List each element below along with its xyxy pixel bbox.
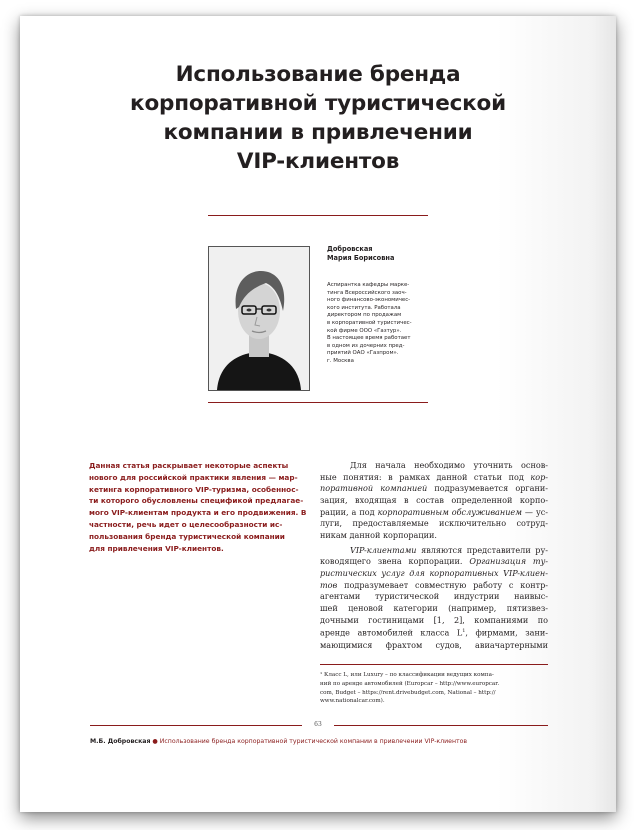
body-span: шей ценовой категории (например, пятизвез-: [320, 602, 548, 613]
body-span: подразумевает совместную работу с контр-: [337, 579, 548, 590]
body-line: [320, 518, 548, 530]
italic-term: Организация ту-: [469, 556, 548, 567]
footnote-line: ¹ Класс L, или Luxury – по классификации ведущих компа-: [320, 672, 494, 678]
italic-term: корпоративным обслуживанием: [377, 506, 522, 517]
body-line: [320, 580, 548, 592]
abstract-line: ти которого обусловлены спецификой предлагае-: [89, 496, 304, 506]
running-footer-author: М.Б. Добровская: [90, 738, 151, 745]
bio-line: кой фирме ООО «Газтур».: [327, 327, 402, 334]
author-name: [327, 245, 394, 263]
footnote-line: com, Budget – https://rent.drivebudget.com, National – http://: [320, 689, 496, 696]
bio-line: г. Москва: [327, 357, 354, 364]
journal-page: [20, 16, 616, 812]
bio-line: тинга Всероссийского заоч-: [327, 289, 407, 296]
body-span: являются представители ру-: [416, 544, 548, 555]
body-line: [320, 626, 548, 639]
bio-line: директором по продажам: [327, 312, 402, 319]
footnote-line: www.nationalcar.com).: [320, 698, 385, 705]
body-span: никам данной корпорации.: [320, 529, 437, 540]
body-line: [320, 640, 548, 652]
abstract-line: пользования бренда туристической компании: [89, 531, 285, 541]
footnote: [320, 671, 548, 706]
title-line: Использование бренда: [175, 62, 461, 87]
body-span: дочными гостиницами [1, 2], компаниями по: [320, 614, 548, 625]
body-line: [320, 495, 548, 507]
author-bio: [327, 282, 453, 366]
abstract-line: нового для российской практики явления — мар-: [89, 472, 298, 482]
body-span: ководящего звена корпорации.: [320, 556, 470, 567]
bio-line: в одном из дочерних пред-: [327, 342, 405, 349]
italic-term: тов: [320, 579, 338, 590]
italic-term: ристических услуг для корпоративных VIP-клиен-: [320, 567, 548, 578]
body-span: Для начала необходимо уточнить основ-: [350, 460, 548, 470]
body-line: [320, 615, 548, 627]
title-line: компании в привлечении: [163, 120, 473, 145]
footnote-divider: [320, 664, 548, 665]
abstract: [89, 460, 311, 554]
body-span: — ус-: [521, 506, 548, 517]
body-span: рации, а под: [320, 506, 378, 517]
bio-line: В настоящее время работает: [327, 335, 411, 342]
body-span: луги, предоставляемые исключительно сотруд-: [320, 518, 548, 529]
body-line: [320, 507, 548, 519]
title-line: корпоративной туристической: [130, 91, 506, 116]
body-text: [320, 460, 548, 651]
bio-line: в корпоративной туристичес-: [327, 319, 412, 326]
body-line: [320, 591, 548, 603]
page-number: 63: [314, 721, 322, 728]
abstract-line: кетинга корпоративного VIP-туризма, особеннос-: [89, 484, 299, 494]
body-span: аренде автомобилей класса L: [320, 627, 463, 638]
author-surname: Добровская: [327, 245, 373, 253]
article-title: [90, 60, 546, 176]
running-footer-title: Использование бренда корпоративной туристической компании в привлечении VIP-клиентов: [159, 738, 468, 745]
running-footer-bullet: ●: [152, 738, 158, 745]
bio-line: ного финансово-экономичес-: [327, 297, 411, 304]
footer-rule-left: [90, 725, 302, 726]
abstract-line: для привлечения VIP-клиентов.: [89, 543, 224, 553]
author-given-names: Мария Борисовна: [327, 254, 395, 262]
running-footer: [90, 738, 467, 745]
footnote-ref: 1: [462, 628, 466, 635]
body-line: [320, 460, 548, 472]
footnote-line: ний по аренде автомобилей (Europcar – http://www.europcar.: [320, 680, 500, 687]
abstract-line: частности, речь идет о целесообразности ис-: [89, 519, 283, 529]
author-divider: [208, 402, 428, 403]
body-span: , фирмами, зани-: [465, 627, 548, 638]
abstract-line: Данная статья раскрывает некоторые аспекты: [89, 461, 289, 470]
bio-line: Аспирантка кафедры марке-: [327, 282, 410, 288]
body-span: зация, входящая в состав определенной корпо-: [320, 494, 548, 505]
body-line: [320, 483, 548, 495]
body-span: подразумевается органи-: [427, 483, 548, 494]
title-line: VIP-клиентов: [236, 149, 400, 174]
body-line: [320, 603, 548, 615]
body-span: мающимися фрахтом судов, авиачартерными: [320, 639, 548, 650]
body-line: [320, 568, 548, 580]
italic-term: кор-: [530, 471, 548, 482]
body-line: [320, 556, 548, 568]
body-line: [320, 472, 548, 484]
bio-line: кого института. Работала: [327, 304, 401, 311]
body-line: [320, 545, 548, 557]
author-photo: [208, 246, 310, 391]
abstract-line: мого VIP-клиентам продукта и его продвижения. В: [89, 508, 307, 518]
title-divider: [208, 215, 428, 216]
footer-rule-right: [334, 725, 548, 726]
bio-line: приятий ОАО «Газпром».: [327, 350, 399, 357]
body-line: [320, 530, 548, 542]
body-span: ные понятия: в рамках данной статьи под: [320, 471, 531, 482]
italic-term: поративной компанией: [320, 483, 428, 494]
body-span: агентами туристической индустрии наивыс-: [320, 591, 548, 602]
italic-term: VIP-клиентами: [350, 544, 417, 555]
